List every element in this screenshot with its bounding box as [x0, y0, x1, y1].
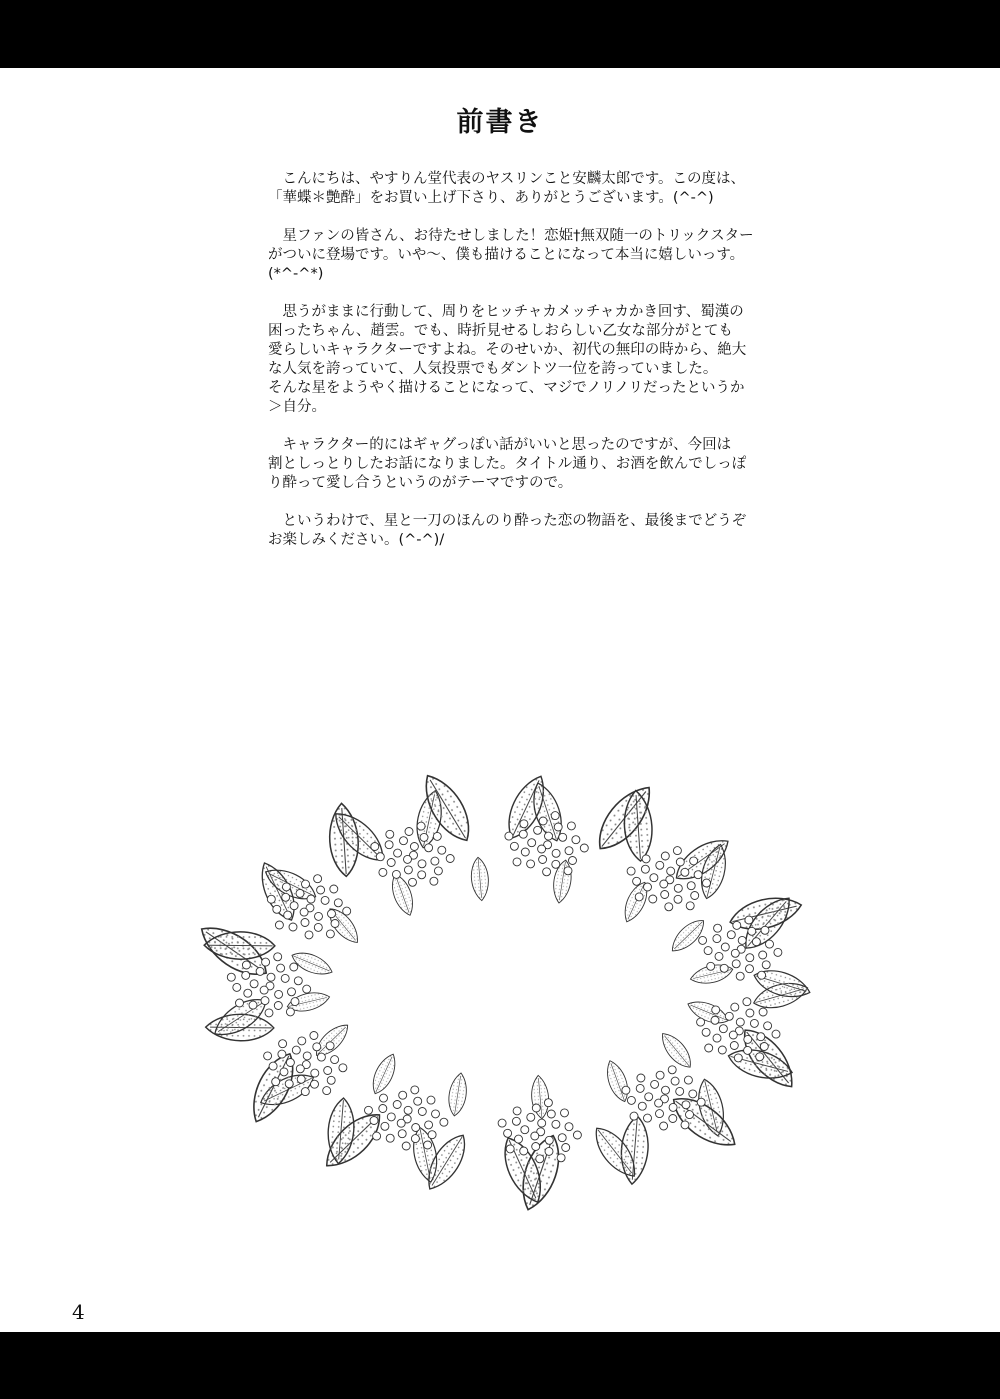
- text-line: 「華蝶＊艶酔」をお買い上げ下さり、ありがとうございます。(^-^): [268, 190, 714, 206]
- wreath-leaf: [446, 1072, 469, 1117]
- wreath-leaf: [667, 915, 710, 957]
- text-line: (*^-^*): [268, 266, 324, 282]
- preface-text: [268, 170, 808, 569]
- bottom-black-bar: [0, 1332, 1000, 1399]
- flower-wreath-illustration: [160, 748, 860, 1218]
- paragraph-5: [268, 512, 808, 550]
- wreath-leaf: [470, 857, 491, 902]
- flower-cluster: [371, 822, 454, 886]
- wreath-leaf: [685, 996, 732, 1028]
- text-line: そんな星をようやく描けることになって、マジでノリノリだったというか: [268, 380, 745, 396]
- wreath-leaf: [368, 1051, 401, 1097]
- page-number: 4: [72, 1300, 85, 1324]
- paragraph-3: [268, 303, 808, 417]
- text-line: 思うがままに行動して、周りをヒッチャカメッチャカかき回す、蜀漢の: [268, 304, 744, 320]
- text-line: キャラクター的にはギャグっぽい話がいいと思ったのですが、今回は: [268, 437, 732, 453]
- text-line: というわけで、星と一刀のほんのり酔った恋の物語を、最後までどうぞ: [268, 513, 747, 529]
- wreath-leaf: [602, 1058, 633, 1105]
- text-line: こんにちは、やすりん堂代表のヤスリンこと安麟太郎です。この度は、: [268, 171, 746, 187]
- text-line: 割としっとりしたお話になりました。タイトル通り、お酒を飲んでしっぽ: [268, 456, 747, 472]
- paragraph-4: [268, 436, 808, 493]
- paragraph-1: [268, 170, 808, 208]
- page-title: 前書き: [456, 107, 544, 138]
- text-line: ＞自分。: [268, 399, 326, 415]
- top-black-bar: [0, 0, 1000, 68]
- text-line: お楽しみください。(^-^)/: [268, 532, 445, 548]
- wreath-leaf: [311, 1019, 354, 1061]
- text-line: がついに登場です。いや〜、僕も描けることになって本当に嬉しいっす。: [268, 247, 745, 263]
- text-line: 愛らしいキャラクターですよね。そのせいか、初代の無印の時から、絶大: [268, 342, 747, 358]
- text-line: り酔って愛し合うというのがテーマですので。: [268, 475, 573, 491]
- flower-cluster: [365, 1086, 448, 1150]
- text-line: 星ファンの皆さん、お待たせしました！恋姫†無双随一のトリックスター: [268, 228, 754, 244]
- wreath-leaf: [656, 1028, 696, 1072]
- text-line: な人気を誇っていて、人気投票でもダントツ一位を誇っていました。: [268, 361, 718, 377]
- paragraph-2: [268, 227, 808, 284]
- text-line: 困ったちゃん、趙雲。でも、時折見せるしおらしい乙女な部分がとても: [268, 323, 733, 339]
